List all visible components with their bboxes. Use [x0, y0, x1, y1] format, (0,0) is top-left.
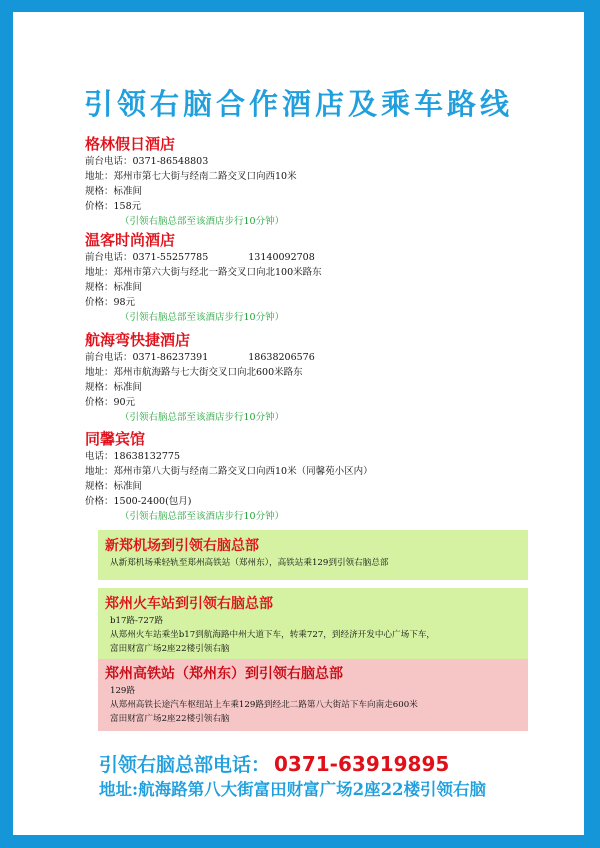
- hotel-walk-note: （引领右脑总部至该酒店步行10分钟）: [120, 511, 285, 522]
- hq-phone-number: 0371-63919895: [274, 752, 450, 776]
- route-title: 郑州高铁站（郑州东）到引领右脑总部: [105, 666, 343, 682]
- hotel-spec: 规格：标准间: [85, 186, 143, 197]
- hotel-price: 价格：90元: [85, 397, 136, 408]
- hotel-card: [85, 429, 585, 524]
- route-line: 从郑州高铁长途汽车枢纽站上车乘129路到经北二路第八大街站下车向南走600米: [110, 700, 418, 710]
- hotel-card: [85, 230, 585, 325]
- hotel-name: 温客时尚酒店: [85, 231, 176, 249]
- hotel-name: 航海弯快捷酒店: [85, 331, 191, 349]
- route-line: b17路-727路: [110, 616, 163, 626]
- hotel-phone-mobile: 18638206576: [248, 352, 315, 363]
- hotel-address: 地址：郑州市第七大街与经南二路交叉口向西10米: [85, 171, 297, 182]
- hotel-address: 地址：郑州市第八大街与经南二路交叉口向西10米（同馨苑小区内）: [85, 466, 373, 477]
- hq-phone: 引领右脑总部电话： 0371-63919895: [99, 752, 450, 776]
- route-title: 新郑机场到引领右脑总部: [105, 538, 259, 554]
- hotel-spec: 规格：标准间: [85, 282, 143, 293]
- hotel-phone: 前台电话：0371-55257785 13140092708: [85, 252, 315, 263]
- route-high-speed-rail: [98, 659, 528, 731]
- hotel-walk-note: （引领右脑总部至该酒店步行10分钟）: [120, 412, 285, 423]
- hq-address: 地址:航海路第八大街富田财富广场2座22楼引领右脑: [99, 780, 487, 799]
- hotel-phone: 前台电话：0371-86548803: [85, 156, 209, 167]
- route-line: 富田财富广场2座22楼引领右脑: [110, 644, 230, 654]
- hotel-name: 格林假日酒店: [85, 135, 176, 153]
- hotel-price: 价格：98元: [85, 297, 136, 308]
- hotel-card: [85, 134, 585, 229]
- hotel-price: 价格：1500-2400(包月): [85, 496, 192, 507]
- hotel-spec: 规格：标准间: [85, 481, 143, 492]
- route-title: 郑州火车站到引领右脑总部: [105, 596, 273, 612]
- route-line: 从郑州火车站乘坐b17到航海路中州大道下车，转乘727，到经济开发中心广场下车，: [110, 630, 436, 640]
- hotel-spec: 规格：标准间: [85, 382, 143, 393]
- hotel-phone: 前台电话：0371-86237391 18638206576: [85, 352, 315, 363]
- hotel-walk-note: （引领右脑总部至该酒店步行10分钟）: [120, 312, 285, 323]
- hotel-address: 地址：郑州市航海路与七大街交叉口向北600米路东: [85, 367, 303, 378]
- poster-sheet: [13, 12, 584, 835]
- hotel-card: [85, 330, 585, 425]
- hotel-phone-mobile: 13140092708: [248, 252, 315, 263]
- hotel-price: 价格：158元: [85, 201, 142, 212]
- route-airport: [98, 530, 528, 580]
- hotel-address: 地址：郑州市第六大街与经北一路交叉口向北100米路东: [85, 267, 322, 278]
- hotel-walk-note: （引领右脑总部至该酒店步行10分钟）: [120, 216, 285, 227]
- route-line: 富田财富广场2座22楼引领右脑: [110, 714, 230, 724]
- route-line: 129路: [110, 686, 135, 696]
- route-line: 从新郑机场乘轻轨至郑州高铁站（郑州东），高铁站乘129到引领右脑总部: [110, 558, 389, 568]
- hotel-phone: 电话：18638132775: [85, 451, 181, 462]
- page-title: 引领右脑合作酒店及乘车路线: [83, 87, 513, 121]
- route-train-station: [98, 588, 528, 662]
- hotel-name: 同馨宾馆: [85, 430, 146, 448]
